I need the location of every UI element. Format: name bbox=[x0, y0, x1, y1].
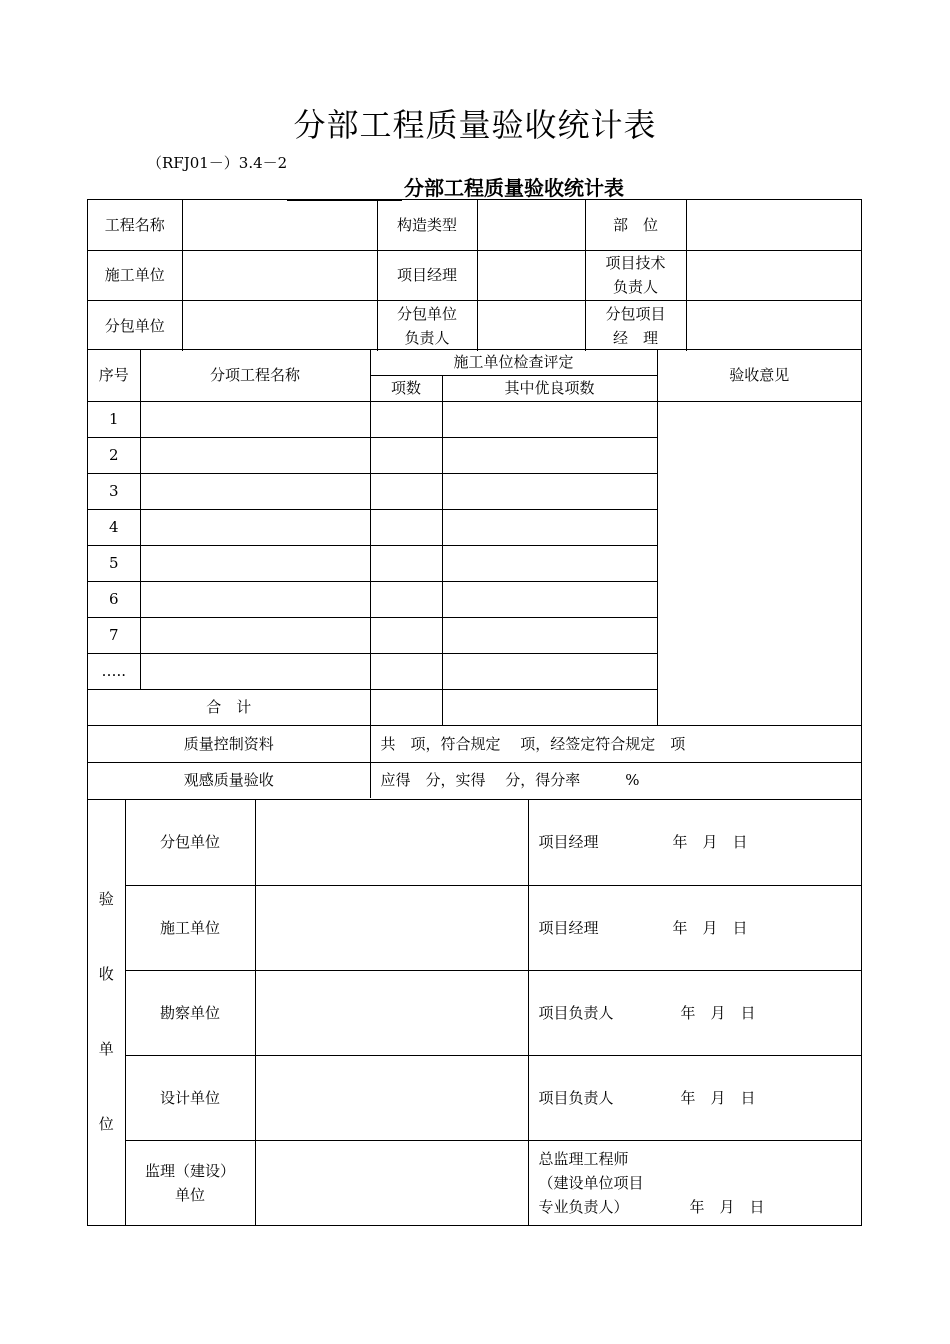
unit-signature[interactable] bbox=[528, 1055, 861, 1140]
row-good-field[interactable] bbox=[442, 545, 657, 581]
row-good-field[interactable] bbox=[442, 473, 657, 509]
col-count-header: 项数 bbox=[370, 375, 442, 401]
unit-signature[interactable] bbox=[528, 970, 861, 1055]
row-no: 3 bbox=[88, 473, 140, 509]
unit-opinion-field[interactable] bbox=[255, 800, 528, 885]
unit-date: 年 月 日 bbox=[680, 1003, 756, 1022]
row-count-field[interactable] bbox=[370, 401, 442, 437]
label-sub-pm-line1: 分包项目 bbox=[605, 304, 666, 323]
unit-name: 分包单位 bbox=[125, 800, 255, 885]
supervisor-date: 年 月 日 bbox=[689, 1197, 765, 1216]
field-part[interactable] bbox=[686, 200, 861, 250]
row-no: ….. bbox=[88, 653, 140, 689]
quality-control-text: 共 项，符合规定 项，经签定符合规定 项 bbox=[370, 725, 861, 762]
total-label: 合 计 bbox=[88, 689, 370, 725]
row-good-field[interactable] bbox=[442, 581, 657, 617]
unit-signature[interactable] bbox=[528, 885, 861, 970]
label-sub-lead-line2: 负责人 bbox=[404, 328, 450, 347]
field-sub-lead[interactable] bbox=[477, 300, 585, 351]
row-no: 2 bbox=[88, 437, 140, 473]
row-no: 7 bbox=[88, 617, 140, 653]
row-name-field[interactable] bbox=[140, 653, 370, 689]
label-project-name: 工程名称 bbox=[88, 200, 182, 250]
unit-name: 施工单位 bbox=[125, 885, 255, 970]
supervisor-role-line2: （建设单位项目 bbox=[538, 1173, 644, 1192]
row-count-field[interactable] bbox=[370, 545, 442, 581]
form-subtitle bbox=[287, 172, 624, 201]
row-no: 4 bbox=[88, 509, 140, 545]
acceptance-table bbox=[87, 799, 862, 1226]
row-name-field[interactable] bbox=[140, 617, 370, 653]
label-sub-lead-line1: 分包单位 bbox=[396, 304, 457, 323]
label-subcontractor: 分包单位 bbox=[88, 300, 182, 351]
acceptance-side-label bbox=[88, 800, 125, 1225]
label-project-manager: 项目经理 bbox=[377, 250, 477, 300]
supervisor-name bbox=[125, 1140, 255, 1225]
label-sub-pm bbox=[585, 300, 686, 351]
row-no: 6 bbox=[88, 581, 140, 617]
form-code: （RFJ01－）3.4－2 bbox=[147, 154, 288, 172]
sensory-quality-text: 应得 分，实得 分，得分率 % bbox=[370, 762, 861, 798]
unit-opinion-field[interactable] bbox=[255, 1055, 528, 1140]
field-project-name[interactable] bbox=[182, 200, 377, 250]
unit-date: 年 月 日 bbox=[672, 918, 748, 937]
unit-role: 项目负责人 bbox=[538, 1003, 614, 1022]
col-good-header: 其中优良项数 bbox=[442, 375, 657, 401]
total-count-field[interactable] bbox=[370, 689, 442, 725]
unit-role: 项目经理 bbox=[538, 918, 599, 937]
row-good-field[interactable] bbox=[442, 653, 657, 689]
unit-name: 设计单位 bbox=[125, 1055, 255, 1140]
unit-opinion-field[interactable] bbox=[255, 885, 528, 970]
row-no: 1 bbox=[88, 401, 140, 437]
unit-role: 项目负责人 bbox=[538, 1088, 614, 1107]
row-no: 5 bbox=[88, 545, 140, 581]
row-good-field[interactable] bbox=[442, 401, 657, 437]
row-count-field[interactable] bbox=[370, 653, 442, 689]
unit-name: 勘察单位 bbox=[125, 970, 255, 1055]
side-char: 单 bbox=[98, 1040, 114, 1059]
row-count-field[interactable] bbox=[370, 437, 442, 473]
sensory-quality-label: 观感质量验收 bbox=[88, 762, 370, 798]
field-construction-unit[interactable] bbox=[182, 250, 377, 300]
row-name-field[interactable] bbox=[140, 509, 370, 545]
unit-signature[interactable] bbox=[528, 800, 861, 885]
col-name-header: 分项工程名称 bbox=[140, 350, 370, 401]
header-table bbox=[87, 199, 862, 350]
supervisor-signature[interactable] bbox=[528, 1140, 861, 1225]
unit-role: 项目经理 bbox=[538, 833, 599, 852]
supervisor-role-line3: 专业负责人） bbox=[538, 1197, 629, 1216]
field-subcontractor[interactable] bbox=[182, 300, 377, 351]
row-name-field[interactable] bbox=[140, 545, 370, 581]
row-count-field[interactable] bbox=[370, 617, 442, 653]
col-no-header: 序号 bbox=[88, 350, 140, 401]
page-title: 分部工程质量验收统计表 bbox=[293, 106, 657, 144]
items-table bbox=[87, 349, 862, 800]
field-project-manager[interactable] bbox=[477, 250, 585, 300]
row-count-field[interactable] bbox=[370, 473, 442, 509]
supervisor-role-line1: 总监理工程师 bbox=[538, 1149, 629, 1168]
label-structure-type: 构造类型 bbox=[377, 200, 477, 250]
row-count-field[interactable] bbox=[370, 581, 442, 617]
row-name-field[interactable] bbox=[140, 401, 370, 437]
quality-control-label: 质量控制资料 bbox=[88, 725, 370, 762]
field-tech-lead[interactable] bbox=[686, 250, 861, 300]
row-good-field[interactable] bbox=[442, 617, 657, 653]
label-tech-lead-line2: 负责人 bbox=[612, 278, 658, 296]
subtitle-text: 分部工程质量验收统计表 bbox=[404, 176, 624, 200]
side-char: 收 bbox=[98, 965, 114, 984]
row-name-field[interactable] bbox=[140, 473, 370, 509]
unit-opinion-field[interactable] bbox=[255, 970, 528, 1055]
unit-date: 年 月 日 bbox=[680, 1088, 756, 1107]
label-sub-lead bbox=[377, 300, 477, 351]
subtitle-blank[interactable] bbox=[287, 180, 402, 201]
supervisor-name-line2: 单位 bbox=[174, 1185, 205, 1204]
opinion-field[interactable] bbox=[657, 401, 861, 725]
row-name-field[interactable] bbox=[140, 581, 370, 617]
label-part: 部 位 bbox=[585, 200, 686, 250]
supervisor-opinion-field[interactable] bbox=[255, 1140, 528, 1225]
row-name-field[interactable] bbox=[140, 437, 370, 473]
row-good-field[interactable] bbox=[442, 509, 657, 545]
label-sub-pm-line2: 经 理 bbox=[612, 328, 658, 347]
row-good-field[interactable] bbox=[442, 437, 657, 473]
side-char: 验 bbox=[98, 890, 114, 909]
label-tech-lead-line1: 项目技术 bbox=[605, 254, 666, 272]
unit-date: 年 月 日 bbox=[672, 833, 748, 852]
field-sub-pm[interactable] bbox=[686, 300, 861, 351]
col-opinion-header: 验收意见 bbox=[657, 350, 861, 401]
row-count-field[interactable] bbox=[370, 509, 442, 545]
label-tech-lead bbox=[585, 250, 686, 300]
total-good-field[interactable] bbox=[442, 689, 657, 725]
field-structure-type[interactable] bbox=[477, 200, 585, 250]
side-char: 位 bbox=[98, 1115, 114, 1134]
col-check-header: 施工单位检查评定 bbox=[370, 350, 657, 375]
supervisor-name-line1: 监理（建设） bbox=[144, 1161, 235, 1180]
label-construction-unit: 施工单位 bbox=[88, 250, 182, 300]
